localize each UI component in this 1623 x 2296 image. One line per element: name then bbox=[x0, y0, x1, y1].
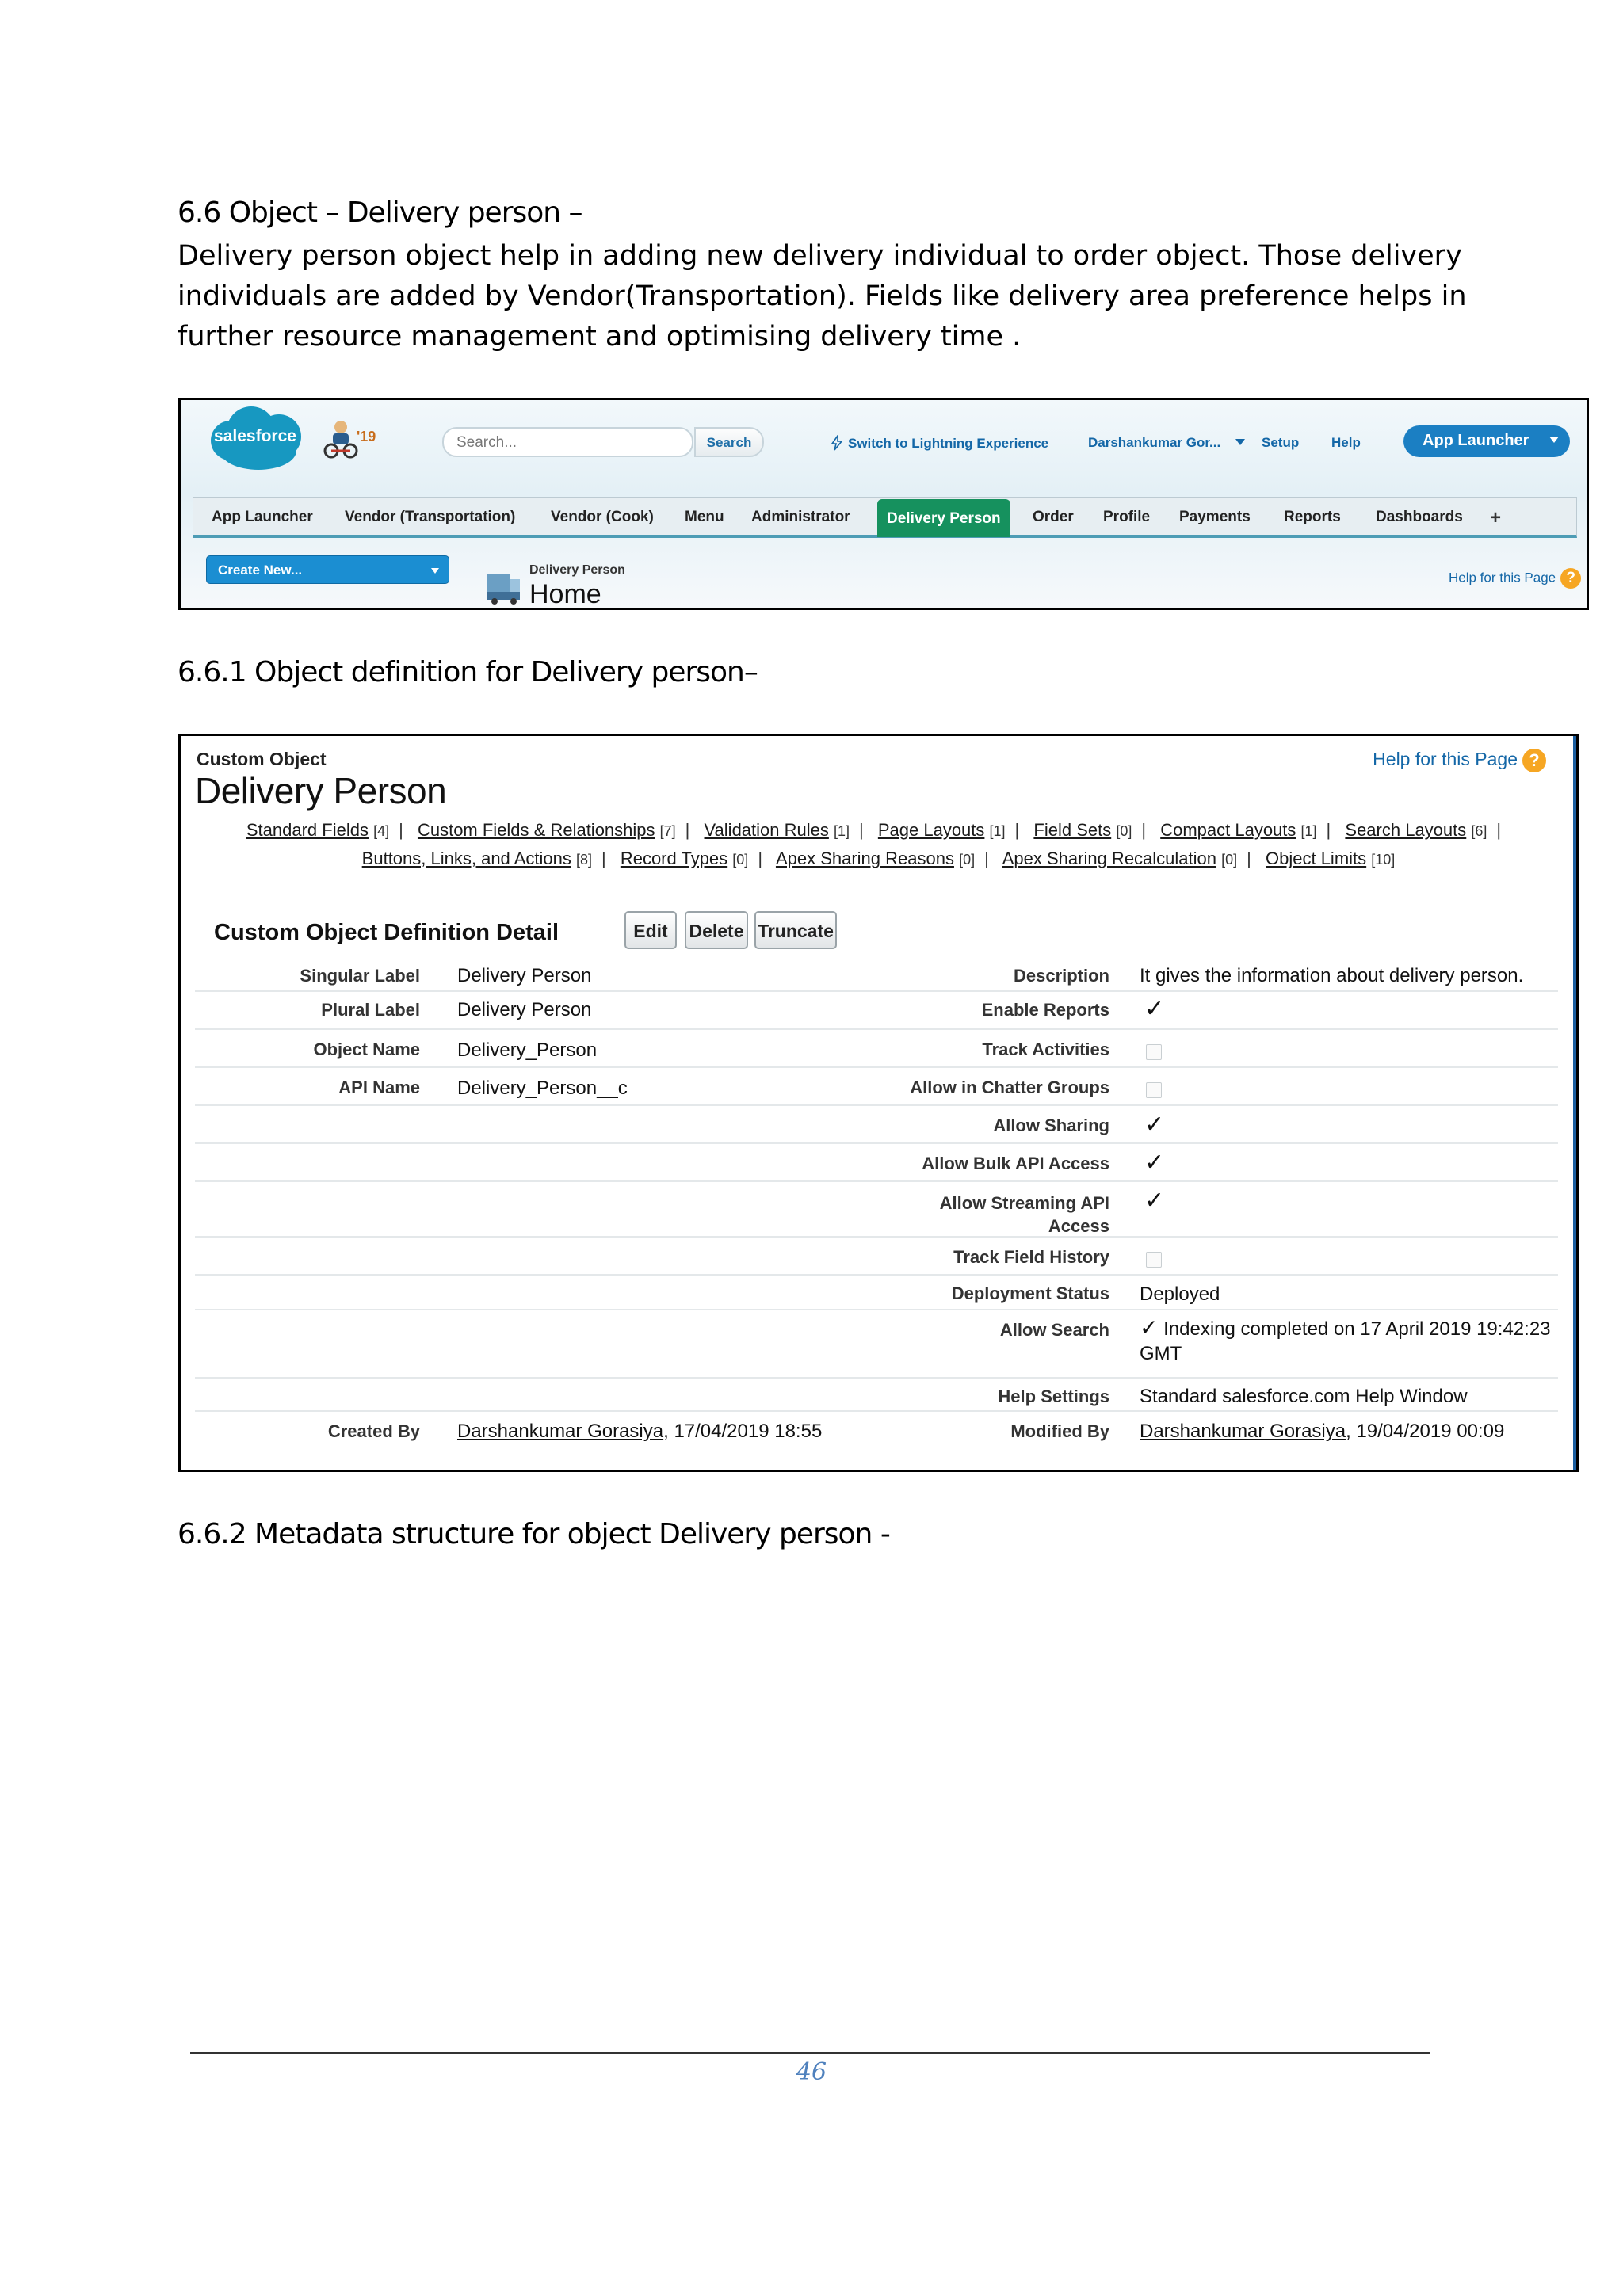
check-icon: ✓ bbox=[1144, 996, 1165, 1022]
unchecked-box-icon bbox=[1146, 1252, 1162, 1268]
link-validation-rules[interactable]: Validation Rules [1] bbox=[704, 820, 850, 840]
detail-row bbox=[195, 1379, 1558, 1412]
link-buttons-links-actions[interactable]: Buttons, Links, and Actions [8] bbox=[361, 849, 592, 868]
field-label: Allow Bulk API Access bbox=[922, 1154, 1109, 1173]
check-icon: ✓ bbox=[1144, 1112, 1165, 1138]
link-compact-layouts[interactable]: Compact Layouts [1] bbox=[1160, 820, 1317, 840]
related-links-row-2: Buttons, Links, and Actions [8] | Record Types [0] | Apex Sharing Reasons [0] | Apex Sharing Recalculation [0] | Object Limits [10] bbox=[361, 849, 1396, 868]
link-standard-fields[interactable]: Standard Fields [4] bbox=[246, 820, 390, 840]
user-menu-label: Darshankumar Gor... bbox=[1088, 435, 1221, 450]
help-for-this-page-label: Help for this Page bbox=[1373, 749, 1518, 770]
field-value: Deployed bbox=[1140, 1283, 1220, 1305]
detail-row bbox=[195, 992, 1558, 1030]
chevron-down-icon bbox=[431, 568, 439, 574]
detail-row bbox=[195, 1068, 1558, 1106]
field-label: Help Settings bbox=[998, 1386, 1109, 1406]
field-value: Standard salesforce.com Help Window bbox=[1140, 1386, 1468, 1407]
truncate-button[interactable]: Truncate bbox=[754, 911, 837, 949]
detail-row bbox=[195, 1310, 1558, 1379]
created-by-user-link[interactable]: Darshankumar Gorasiya bbox=[457, 1421, 664, 1442]
link-apex-sharing-reasons[interactable]: Apex Sharing Reasons [0] bbox=[775, 849, 976, 868]
salesforce-logo[interactable] bbox=[203, 403, 307, 473]
field-label: Track Activities bbox=[982, 1039, 1109, 1059]
field-value: ✓ Indexing completed on 17 April 2019 19:42:23 GMT bbox=[1140, 1315, 1551, 1364]
field-label: Singular Label bbox=[300, 966, 420, 986]
setup-link[interactable]: Setup bbox=[1262, 435, 1300, 450]
unchecked-box-icon bbox=[1146, 1044, 1162, 1060]
detail-row bbox=[195, 1106, 1558, 1144]
delete-button[interactable]: Delete bbox=[685, 911, 748, 949]
unchecked-box-icon bbox=[1146, 1082, 1162, 1098]
section-heading-6-6-2: 6.6.2 Metadata structure for object Delivery person - bbox=[178, 1518, 890, 1550]
field-label: Description bbox=[1013, 966, 1109, 986]
field-label: Created By bbox=[327, 1421, 420, 1441]
tab-reports[interactable]: Reports bbox=[1284, 509, 1341, 525]
tab-vendor-cook[interactable]: Vendor (Cook) bbox=[551, 509, 654, 525]
help-for-this-page-link[interactable] bbox=[1373, 749, 1546, 772]
field-label: Track Field History bbox=[953, 1247, 1109, 1267]
field-label: Deployment Status bbox=[951, 1283, 1109, 1303]
check-icon: ✓ bbox=[1144, 1188, 1165, 1214]
paragraph-line: Delivery person object help in adding new delivery individual to order object. Those delivery bbox=[178, 240, 1462, 272]
object-title: Delivery Person bbox=[195, 770, 447, 811]
logo-text: salesforce bbox=[214, 427, 296, 445]
field-value: Delivery Person bbox=[457, 999, 592, 1020]
object-type-label: Custom Object bbox=[197, 749, 327, 769]
tab-administrator[interactable]: Administrator bbox=[751, 509, 850, 525]
field-value: Delivery_Person bbox=[457, 1039, 598, 1061]
section-heading-6-6: 6.6 Object – Delivery person – bbox=[178, 196, 582, 229]
chevron-down-icon bbox=[1235, 439, 1245, 445]
field-value: It gives the information about delivery person. bbox=[1140, 965, 1524, 986]
search-button[interactable]: Search bbox=[694, 427, 764, 457]
help-link[interactable]: Help bbox=[1331, 435, 1361, 450]
tab-delivery-person[interactable]: Delivery Person bbox=[877, 499, 1010, 537]
field-label: Enable Reports bbox=[981, 1000, 1109, 1020]
detail-row bbox=[195, 1412, 1558, 1448]
object-definition-screenshot bbox=[178, 734, 1579, 1472]
check-icon: ✓ bbox=[1144, 1150, 1165, 1176]
switch-lightning-label: Switch to Lightning Experience bbox=[848, 436, 1049, 451]
tab-app-launcher[interactable]: App Launcher bbox=[212, 509, 313, 525]
page-number: 46 bbox=[796, 2058, 827, 2086]
release-badge: '19 bbox=[357, 429, 376, 444]
delivery-truck-icon bbox=[483, 566, 523, 606]
add-tab-icon[interactable]: + bbox=[1490, 507, 1502, 528]
intro-paragraph bbox=[178, 236, 1467, 357]
field-label: Allow Streaming API Access bbox=[939, 1193, 1109, 1236]
link-search-layouts[interactable]: Search Layouts [6] bbox=[1345, 820, 1487, 840]
tab-bar bbox=[193, 497, 1577, 538]
section-heading-6-6-1: 6.6.1 Object definition for Delivery person– bbox=[178, 656, 758, 688]
detail-row bbox=[195, 1238, 1558, 1276]
tab-menu[interactable]: Menu bbox=[685, 509, 724, 525]
tab-vendor-transportation[interactable]: Vendor (Transportation) bbox=[345, 509, 516, 525]
field-label: Allow in Chatter Groups bbox=[910, 1077, 1109, 1097]
field-label: Modified By bbox=[1010, 1421, 1109, 1441]
check-icon: ✓ bbox=[1140, 1315, 1159, 1340]
help-question-icon: ? bbox=[1522, 749, 1546, 772]
detail-row bbox=[195, 1030, 1558, 1068]
salesforce-header-screenshot bbox=[178, 398, 1589, 610]
chevron-down-icon bbox=[1549, 437, 1559, 443]
field-label: Object Name bbox=[313, 1039, 420, 1059]
field-label: Plural Label bbox=[321, 1000, 420, 1020]
app-launcher-label: App Launcher bbox=[1423, 432, 1529, 449]
detail-row bbox=[195, 1182, 1558, 1238]
link-field-sets[interactable]: Field Sets [0] bbox=[1033, 820, 1132, 840]
link-object-limits[interactable]: Object Limits [10] bbox=[1266, 849, 1396, 868]
detail-section-title: Custom Object Definition Detail bbox=[214, 920, 559, 945]
tab-payments[interactable]: Payments bbox=[1179, 509, 1251, 525]
paragraph-line: further resource management and optimising delivery time . bbox=[178, 321, 1022, 353]
modified-by-user-link[interactable]: Darshankumar Gorasiya bbox=[1140, 1421, 1346, 1442]
page-subtitle: Delivery Person bbox=[529, 563, 625, 577]
created-by-value: Darshankumar Gorasiya, 17/04/2019 18:55 bbox=[457, 1421, 823, 1442]
app-launcher-button[interactable] bbox=[1403, 425, 1570, 457]
field-label: API Name bbox=[338, 1077, 420, 1097]
modified-by-value: Darshankumar Gorasiya, 19/04/2019 00:09 bbox=[1140, 1421, 1505, 1442]
switch-lightning-link[interactable] bbox=[831, 435, 1048, 452]
related-links-row-1: Standard Fields [4] | Custom Fields & Relationships [7] | Validation Rules [1] | Page Layouts [1] | Field Sets [0] | Compact Layouts [1] | Search Layouts [6] | bbox=[246, 820, 1502, 840]
field-value: Delivery_Person__c bbox=[457, 1077, 628, 1099]
user-menu[interactable] bbox=[1088, 435, 1245, 451]
detail-row bbox=[195, 1276, 1558, 1310]
tab-dashboards[interactable]: Dashboards bbox=[1376, 509, 1463, 525]
page-title: Home bbox=[529, 579, 601, 609]
link-custom-fields[interactable]: Custom Fields & Relationships [7] bbox=[417, 820, 676, 840]
footer-divider bbox=[190, 2052, 1430, 2054]
field-label: Allow Search bbox=[999, 1320, 1109, 1340]
lightning-bolt-icon bbox=[831, 435, 843, 451]
tab-order[interactable]: Order bbox=[1033, 509, 1074, 525]
astro-mascot-icon bbox=[323, 419, 358, 459]
link-apex-sharing-recalculation[interactable]: Apex Sharing Recalculation [0] bbox=[1002, 849, 1238, 868]
detail-row bbox=[195, 1144, 1558, 1182]
create-new-dropdown[interactable] bbox=[206, 555, 449, 584]
edit-button[interactable]: Edit bbox=[624, 911, 677, 949]
help-for-this-page-link[interactable] bbox=[1449, 568, 1581, 589]
link-record-types[interactable]: Record Types [0] bbox=[620, 849, 749, 868]
field-label: Allow Sharing bbox=[993, 1116, 1109, 1135]
help-question-icon: ? bbox=[1560, 568, 1581, 589]
field-value: Delivery Person bbox=[457, 965, 592, 986]
tab-profile[interactable]: Profile bbox=[1103, 509, 1151, 525]
search-input[interactable]: Search... bbox=[442, 427, 693, 457]
create-new-label: Create New... bbox=[218, 563, 303, 578]
detail-row bbox=[195, 955, 1558, 992]
help-for-this-page-label: Help for this Page bbox=[1449, 570, 1556, 585]
paragraph-line: individuals are added by Vendor(Transportation). Fields like delivery area preference helps in bbox=[178, 280, 1467, 312]
link-page-layouts[interactable]: Page Layouts [1] bbox=[877, 820, 1006, 840]
